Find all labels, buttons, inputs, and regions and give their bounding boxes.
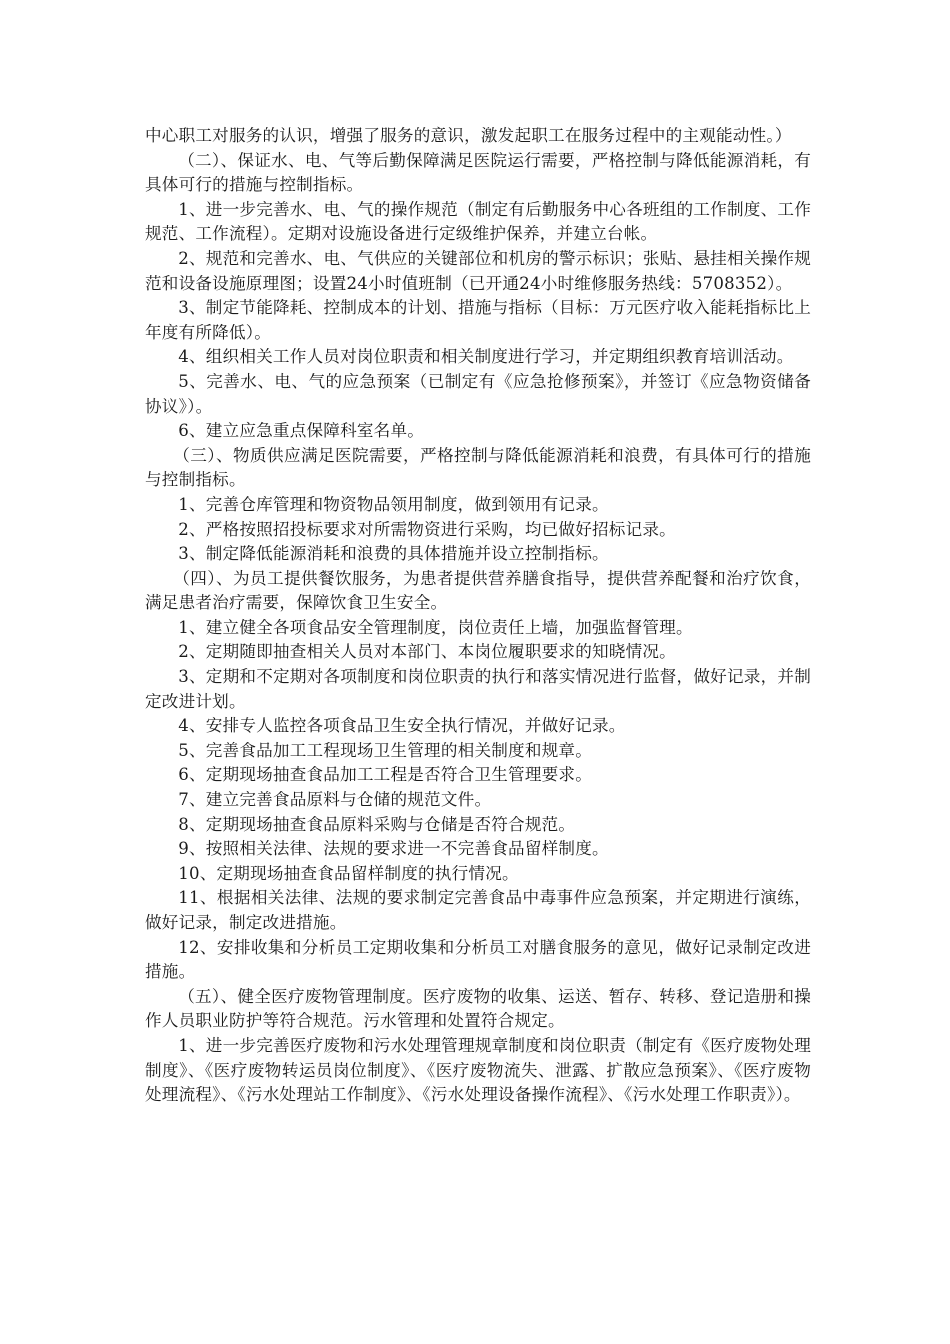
section-heading: （三）、物质供应满足医院需要，严格控制与降低能源消耗和浪费，有具体可行的措施与控制指标。 <box>145 445 811 490</box>
list-item: 10、定期现场抽查食品留样制度的执行情况。 <box>178 863 519 883</box>
list-item: 9、按照相关法律、法规的要求进一不完善食品留样制度。 <box>178 839 609 859</box>
list-item: 6、定期现场抽查食品加工工程是否符合卫生管理要求。 <box>178 765 592 785</box>
list-item: 3、制定节能降耗、控制成本的计划、措施与指标（目标：万元医疗收入能耗指标比上年度有所降低）。 <box>145 298 811 342</box>
list-item: 7、建立完善食品原料与仓储的规范文件。 <box>178 790 492 810</box>
list-item: 6、建立应急重点保障科室名单。 <box>178 421 425 441</box>
list-item: 3、制定降低能源消耗和浪费的具体措施并设立控制指标。 <box>178 544 609 564</box>
list-item: 1、建立健全各项食品安全管理制度，岗位责任上墙，加强监督管理。 <box>178 617 693 637</box>
list-item: 1、进一步完善医疗废物和污水处理管理规章制度和岗位职责（制定有《医疗废物处理制度》、《医疗废物转运员岗位制度》、《医疗废物流失、泄露、扩散应急预案》、《医疗废物处理流程》、《污水处理站工作制度》、《污水处理设备操作流程》、《污水处理工作职责》）。 <box>145 1035 811 1105</box>
list-item: 5、完善水、电、气的应急预案（已制定有《应急抢修预案》，并签订《应急物资储备协议》）。 <box>145 371 811 416</box>
document-body <box>145 124 811 1108</box>
list-item: 2、严格按照招投标要求对所需物资进行采购，均已做好招标记录。 <box>178 519 676 539</box>
section-heading: （二）、保证水、电、气等后勤保障满足医院运行需要，严格控制与降低能源消耗，有具体可行的措施与控制指标。 <box>145 150 811 195</box>
list-item: 1、完善仓库管理和物资物品领用制度，做到领用有记录。 <box>178 494 609 514</box>
list-item: 5、完善食品加工工程现场卫生管理的相关制度和规章。 <box>178 740 592 760</box>
list-item: 11、根据相关法律、法规的要求制定完善食品中毒事件应急预案，并定期进行演练，做好记录，制定改进措施。 <box>145 888 811 932</box>
list-item: 4、安排专人监控各项食品卫生安全执行情况，并做好记录。 <box>178 716 626 736</box>
list-item: 12、安排收集和分析员工定期收集和分析员工对膳食服务的意见，做好记录制定改进措施。 <box>145 937 811 982</box>
section-heading: （五）、健全医疗废物管理制度。医疗废物的收集、运送、暂存、转移、登记造册和操作人员职业防护等符合规范。污水管理和处置符合规定。 <box>145 986 811 1031</box>
list-item: 3、定期和不定期对各项制度和岗位职责的执行和落实情况进行监督，做好记录，并制定改进计划。 <box>145 667 811 711</box>
list-item: 2、规范和完善水、电、气供应的关键部位和机房的警示标识；张贴、悬挂相关操作规范和设备设施原理图；设置24小时值班制（已开通24小时维修服务热线：5708352）。 <box>145 248 811 293</box>
list-item: 1、进一步完善水、电、气的操作规范（制定有后勤服务中心各班组的工作制度、工作规范、工作流程）。定期对设施设备进行定级维护保养，并建立台帐。 <box>145 199 811 244</box>
list-item: 8、定期现场抽查食品原料采购与仓储是否符合规范。 <box>178 814 576 834</box>
section-heading: （四）、为员工提供餐饮服务，为患者提供营养膳食指导，提供营养配餐和治疗饮食，满足患者治疗需要，保障饮食卫生安全。 <box>145 568 811 613</box>
list-item: 2、定期随即抽查相关人员对本部门、本岗位履职要求的知晓情况。 <box>178 642 676 662</box>
list-item: 4、组织相关工作人员对岗位职责和相关制度进行学习，并定期组织教育培训活动。 <box>178 347 794 367</box>
paragraph: 中心职工对服务的认识，增强了服务的意识，激发起职工在服务过程中的主观能动性。） <box>145 126 792 145</box>
